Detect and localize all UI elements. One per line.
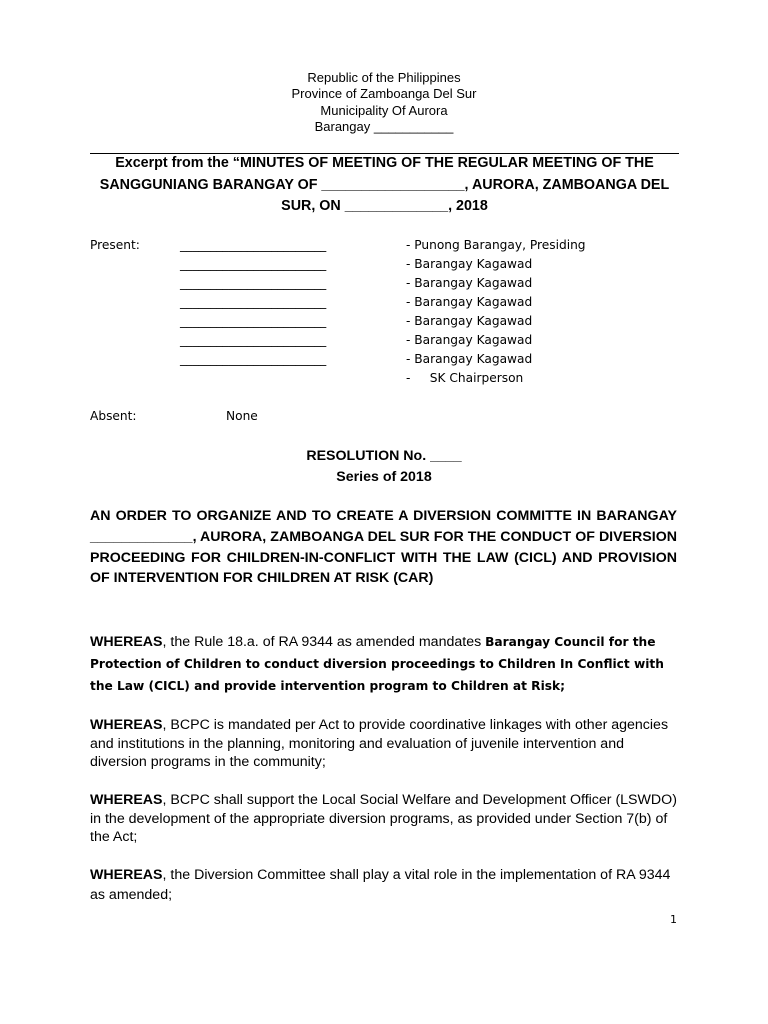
present-label: Present: xyxy=(90,238,140,252)
whereas-text: , the Diversion Committee shall play a vital role in the implementation of RA 9344 as amended; xyxy=(90,867,671,903)
absent-label: Absent: xyxy=(90,409,137,423)
role-item: - Punong Barangay, Presiding xyxy=(406,238,586,252)
order-title: AN ORDER TO ORGANIZE AND TO CREATE A DIVERSION COMMITTE IN BARANGAY _____________, AURORA, ZAMBOANGA DEL SUR FOR THE CONDUCT OF DIVERSION PROCEEDING FOR CHILDREN-IN-CONFLICT WITH THE LAW (CICL) AND PROVISION OF INTERVENTION FOR CHILDREN AT RISK (CAR) xyxy=(90,508,677,587)
whereas-text: , BCPC is mandated per Act to provide coordinative linkages with other agencies and institutions in the planning, monitoring and evaluation of juvenile intervention and diversion programs in the community; xyxy=(90,717,669,770)
role-item: - Barangay Kagawad xyxy=(406,352,533,366)
present-roles xyxy=(406,236,586,388)
absent-value: None xyxy=(226,409,258,423)
whereas-paragraph-1 xyxy=(90,631,680,697)
whereas-keyword: WHEREAS xyxy=(90,792,163,808)
whereas-keyword: WHEREAS xyxy=(90,634,163,650)
header-barangay: Barangay ___________ xyxy=(314,118,454,134)
resolution-series: Series of 2018 xyxy=(336,469,432,485)
header-province: Province of Zamboanga Del Sur xyxy=(291,86,477,102)
excerpt-heading: Excerpt from the “MINUTES OF MEETING OF THE REGULAR MEETING OF THE SANGGUNIANG BARANGAY OF __________________, AURORA, ZAMBOANGA DEL SUR, ON _____________, 2018 xyxy=(99,155,670,214)
whereas-keyword: WHEREAS xyxy=(90,717,163,733)
blank-line: ________________________ xyxy=(180,314,327,328)
whereas-keyword: WHEREAS xyxy=(90,867,163,883)
role-item: - Barangay Kagawad xyxy=(406,333,533,347)
whereas-bold-text: Barangay Council for the Protection of Children to conduct diversion proceedings to Children In Conflict with the Law (CICL) and provide intervention program to Children at Risk; xyxy=(90,635,664,693)
blank-line: ________________________ xyxy=(180,333,327,347)
present-blanks xyxy=(180,236,326,369)
role-item: - Barangay Kagawad xyxy=(406,276,533,290)
role-item-sk: - SK Chairperson xyxy=(406,371,524,385)
whereas-paragraph-2 xyxy=(90,716,680,772)
document-header xyxy=(0,70,768,135)
resolution-heading xyxy=(0,446,768,488)
page-number: 1 xyxy=(670,913,677,926)
blank-line: ________________________ xyxy=(180,257,327,271)
whereas-text: , the Rule 18.a. of RA 9344 as amended mandates xyxy=(162,634,486,650)
role-item: - Barangay Kagawad xyxy=(406,314,533,328)
blank-line: ________________________ xyxy=(180,276,327,290)
header-republic: Republic of the Philippines xyxy=(307,70,461,85)
whereas-text: , BCPC shall support the Local Social Welfare and Development Officer (LSWDO) in the development of the appropriate diversion programs, as provided under Section 7(b) of the Act; xyxy=(90,792,677,845)
blank-line: ________________________ xyxy=(180,295,327,309)
resolution-number: RESOLUTION No. ____ xyxy=(306,448,462,464)
header-municipality: Municipality Of Aurora xyxy=(320,102,448,118)
blank-line: ________________________ xyxy=(180,352,327,366)
whereas-paragraph-3 xyxy=(90,791,680,847)
role-item: - Barangay Kagawad xyxy=(406,295,533,309)
whereas-paragraph-4 xyxy=(90,865,680,905)
role-item: - Barangay Kagawad xyxy=(406,257,533,271)
blank-line: ________________________ xyxy=(180,238,327,252)
